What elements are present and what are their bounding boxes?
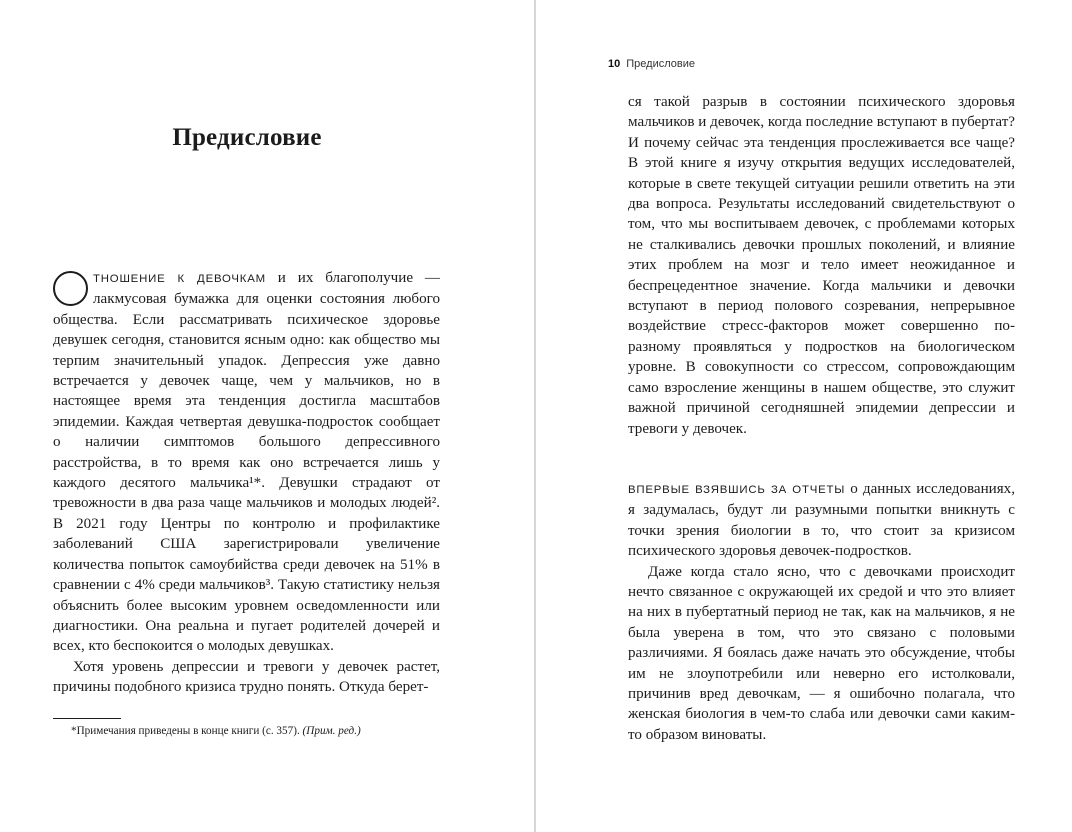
chapter-title: Предисловие (172, 124, 322, 151)
section-leadin: ВПЕРВЫЕ ВЗЯВШИСЬ ЗА ОТЧЕТЫ (628, 484, 846, 496)
left-body-text (53, 268, 440, 698)
intro-paragraph (53, 268, 440, 657)
right-paragraph-2 (628, 479, 1015, 562)
footnote-text: *Примечания приведены в конце книги (с. 357). (71, 725, 303, 737)
footnote (53, 724, 453, 738)
section-rest: о данных исследованиях, я задумалась, будут ли разумными попытки вникнуть с точки зрения биологии в то, что стоит за кризисом психического здоровья девочек-подростков. (628, 481, 1016, 560)
left-paragraph-2: Хотя уровень депрессии и тревоги у девочек растет, причины подобного кризиса трудно понять. Откуда берет- (53, 658, 440, 696)
right-body-block-2 (628, 479, 1015, 745)
running-head (608, 58, 695, 70)
footnote-divider (53, 718, 121, 719)
page-number: 10 (608, 58, 621, 70)
intro-rest: и их благополучие — лакмусовая бумажка для оценки состояния любого общества. Если рассматривать психическое здоровье девушек сегодня, становится ясным одно: как общество мы терпим значительный упадок. Депрессия уже давно встречается у девочек чаще, чем у мальчиков, но в настоящее время эта тенденция достигла масштабов эпидемии. Каждая четвертая девушка-подросток сообщает о наличии симптомов большого депрессивного расстройства, в то время как оно встречается лишь у каждого десятого мальчика¹*. Девушки страдают от тревожности в два раза чаще мальчиков и молодых людей². В 2021 году Центры по контролю и профилактике заболеваний США зарегистрировали увеличение количества попыток самоубийства среди девочек на 51% в сравнении с 4% среди мальчиков³. Такую статистику нельзя объяснить более высоким уровнем осведомленности или диагностики. Она реальна и пугает родителей дочерей и всех, кто беспокоится о молодых девушках. (53, 270, 440, 655)
left-page (0, 0, 534, 832)
footnote-editor-note: (Прим. ред.) (302, 725, 361, 737)
intro-leadin: ТНОШЕНИЕ К ДЕВОЧКАМ (93, 273, 266, 285)
drop-cap-letter-o (53, 271, 88, 306)
right-paragraph-3: Даже когда стало ясно, что с девочками происходит нечто связанное с окружающей их средой и что это влияет на них в пубертатный период не так, как на мальчиков, я не была уверена в том, что это связано с половыми различиями. Я боялась даже начать это обсуждение, чтобы им не злоупотребили или неверно его истолковали, причинив вред девочкам, — я ошибочно полагала, что женская биология в чем-то слаба или девочки сами каким-то образом виноваты. (628, 563, 1015, 743)
right-body-block-1 (628, 92, 1015, 439)
running-head-title: Предисловие (626, 58, 695, 70)
right-paragraph-1: ся такой разрыв в состоянии психического здоровья мальчиков и девочек, когда последние вступают в пубертат? И почему сейчас эта тенденция прослеживается все чаще? В этой книге я изучу открытия ведущих исследователей, которые в свете текущей ситуации решили ответить на эти два вопроса. Результаты исследований свидетельствуют о том, что мы воспитываем девочек, с проблемами которых не сталкивались девочки прошлых поколений, и влияние этих проблем на мозг и тело имеет неожиданное и беспрецедентное значение. Когда мальчики и девочки вступают в период полового созревания, непрерывное воздействие стресс-факторов может совершенно по-разному проявляться у подростков на биологическом уровне. В совокупности со стрессом, сопровождающим само взросление женщины в нашем обществе, это служит важной причиной сегодняшней эпидемии депрессии и тревоги у девочек. (628, 94, 1015, 437)
right-page (536, 0, 1072, 832)
